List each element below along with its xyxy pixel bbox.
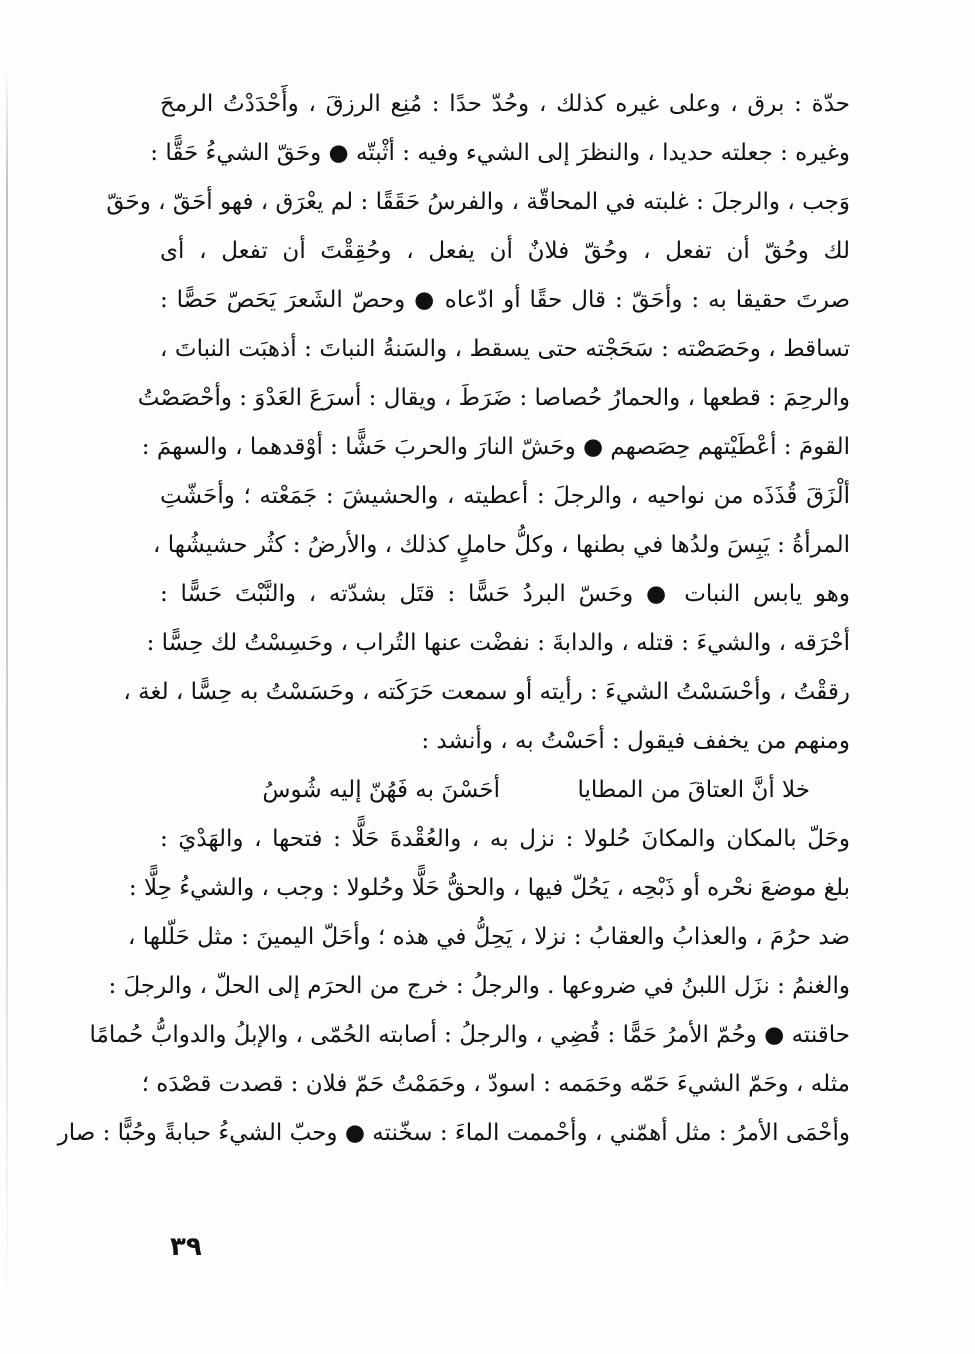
text-line: لك وحُقّ أن تفعل ، وحُقّ فلانٌ أن يفعل ، وحُقِقْتَ أن تفعل ، أى	[160, 238, 850, 264]
text-line: مثله ، وحَمّ الشيءَ حَمّه وحَمَمه : اسودّ ، وحَمَمْتُ حَمّ فلان : قصدت قصْدَه ؛	[141, 1071, 850, 1097]
poetry-verse	[160, 766, 850, 815]
text-line: حاقنته ● وحُمّ الأمرُ حَمًّا : قُضِي ، والرجلُ : أصابته الحُمّى ، والإبلُ والدوابُّ حُمامًا	[89, 1022, 850, 1048]
text-line: تساقط ، وحَصَصْته : سَحَجْته حتى يسقط ، والسَنةُ النباتَ : أذهبَت النباتَ ،	[160, 336, 850, 362]
verse-first-hemistich: خلا أنَّ العتاقَ من المطايا	[577, 777, 810, 803]
text-line: القومَ : أعْطَيْتهم حِصَصهم ● وحَشّ النارَ والحربَ حَشًّا : أوْقدهما ، والسهمَ :	[141, 434, 850, 460]
text-line: ألْزَقَ قُذَذَه من نواحيه ، والرجلَ : أعطيته ، والحشيشَ : جَمَعْته ؛ وأحَشّتِ	[160, 483, 850, 509]
page-number: ٣٩	[170, 1232, 202, 1262]
verse-second-hemistich: أحَسْنَ به فَهُنّ إليه شُوسُ	[262, 777, 500, 803]
text-line: المرأةُ : يَبِسَ ولدُها في بطنها ، وكلُّ حاملٍ كذلك ، والأرضُ : كثُر حشيشُها ،	[153, 532, 850, 558]
text-line: وغيره : جعلته حديدا ، والنظرَ إلى الشيء وفيه : أثْبتّه ● وحَقّ الشيءُ حَقًّا :	[150, 140, 850, 166]
text-line: حدّة : برق ، وعلى غيره كذلك ، وحُدّ حدًا : مُنِع الرزقَ ، وأَحْدَدْتُ الرمحَ	[160, 91, 850, 117]
scan-edge-shadow	[6, 70, 8, 1300]
text-line: وأحْمَى الأمرُ : مثل أهمّني ، وأحْممت الماءَ : سخّنته ● وحبّ الشيءُ حبابةً وحُبًّا : صار	[57, 1120, 850, 1146]
text-line: وهو يابس النبات ● وحَسّ البردُ حَسًّا : قتَل بشدّته ، والنَّبْتَ حَسًّا :	[160, 581, 850, 607]
text-line: ومنهم من يخفف فيقول : أحَسْتُ به ، وأنشد :	[421, 728, 850, 754]
text-line: والغنمُ : نزَل اللبنُ في ضروعها . والرجلُ : خرج من الحرَم إلى الحلّ ، والرجلَ :	[108, 973, 850, 999]
text-line: وَجب ، والرجلَ : غلبته في المحاقّة ، والفرسُ حَقَقًا : لم يعْرَق ، فهو أحَقّ ، وحَقّ	[106, 189, 850, 215]
text-line: ضد حرُمَ ، والعذابُ والعقابُ : نزلا ، يَحِلُّ في هذه ؛ وأحَلّ اليمينَ : مثل حَلّلها ،	[128, 924, 850, 950]
text-line: والرحِمَ : قطعها ، والحمارُ حُصاصا : ضَرَطَ ، ويقال : أسرَعَ العَدْوَ : وأحْصَصْتُ	[137, 385, 850, 411]
text-line: صرتَ حقيقا به : وأحَقّ : قال حقًا أو ادّعاه ● وحصّ الشَعرَ يَحَصّ حَصًّا :	[160, 287, 850, 313]
main-text-block	[57, 80, 850, 1158]
text-line: وحَلّ بالمكان والمكانَ حُلولا : نزل به ، والعُقْدةَ حَلًّا : فتحها ، والهَدْيَ :	[160, 826, 850, 852]
text-line: بلغ موضعَ نحْره أو ذَبْحِه ، يَحُلّ فيها ، والحقُّ حَلًّا وحُلولا : وجب ، والشيءُ حِلًّا :	[128, 875, 850, 901]
text-line: أحْرَقه ، والشيءَ : قتله ، والدابةَ : نفضْت عنها التُراب ، وحَسِسْتُ لك حِسًّا :	[146, 630, 850, 656]
text-line: رققْتُ ، وأحْسَسْتُ الشيءَ : رأيته أو سمعت حَرَكَته ، وحَسَسْتُ به حِسًّا ، لغة ،	[123, 679, 850, 705]
